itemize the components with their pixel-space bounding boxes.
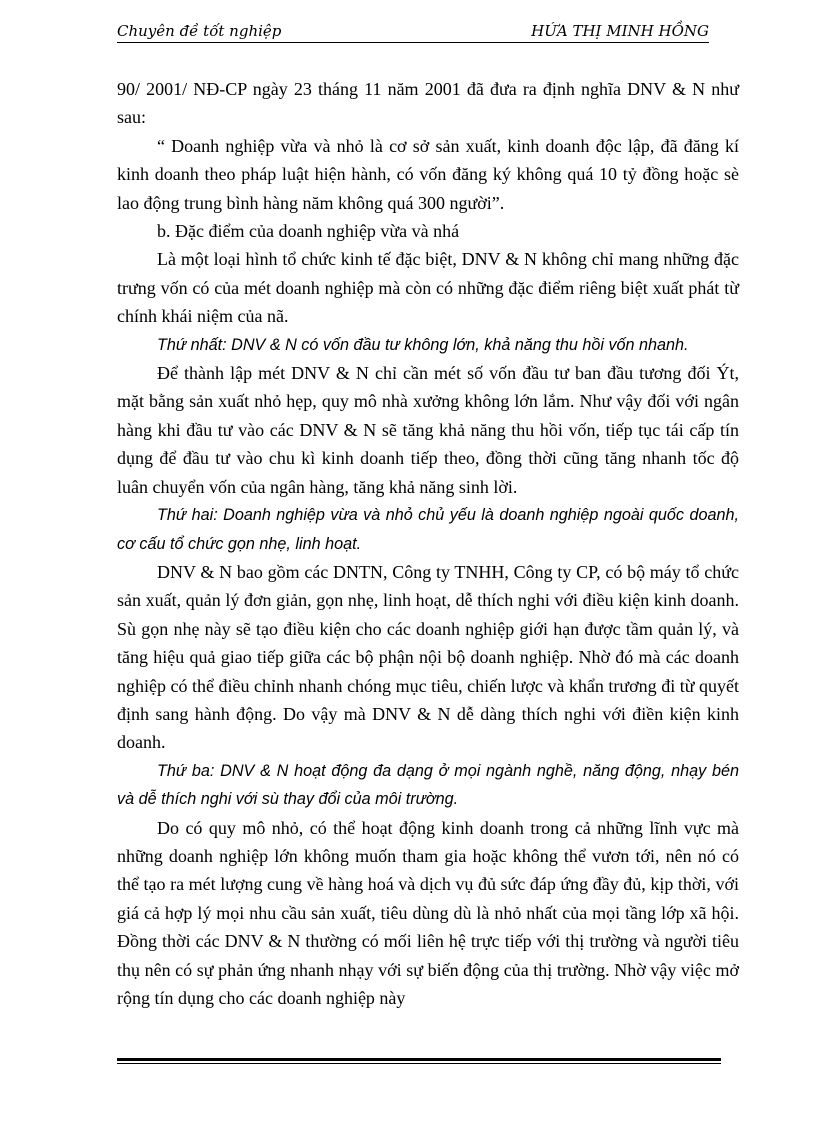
paragraph-point-2: DNV & N bao gồm các DNTN, Công ty TNHH, Công ty CP, có bộ máy tổ chức sản xuất, quản lý đơn giản, gọn nhẹ, linh hoạt, dễ thích nghi với điều kiện kinh doanh. Sù gọn nhẹ này sẽ tạo điều kiện cho các doanh nghiệp giới hạn được tầm quản lý, và tăng hiệu quả giao tiếp giữa các bộ phận nội bộ doanh nghiệp. Nhờ đó mà các doanh nghiệp có thể điều chỉnh nhanh chóng mục tiêu, chiến lược và khẩn trương đi từ quyết định sang hành động. Do vậy mà DNV & N dễ dàng thích nghi với điền kiện kinh doanh. [117, 561, 739, 753]
point-heading-1: Thứ nhất: DNV & N có vốn đầu tư không lớn, khả năng thu hồi vốn nhanh. [157, 335, 689, 354]
point-heading-3: Thứ ba: DNV & N hoạt động đa dạng ở mọi ngành nghề, năng động, nhạy bén và dễ thích nghi với sù thay đổi của môi trường. [117, 761, 739, 809]
header-document-title: Chuyên đề tốt nghiệp [117, 22, 282, 40]
point-heading-2: Thứ hai: Doanh nghiệp vừa và nhỏ chủ yếu là doanh nghiệp ngoài quốc doanh, cơ cấu tổ chức gọn nhẹ, linh hoạt. [117, 506, 739, 553]
paragraph-quote: “ Doanh nghiệp vừa và nhỏ là cơ sở sản xuất, kinh doanh độc lập, đã đăng kí kinh doanh theo pháp luật hiện hành, có vốn đăng ký không quá 10 tỷ đồng hoặc sè lao động trung bình hàng năm không quá 300 người”. [117, 135, 739, 213]
paragraph-decree-definition: 90/ 2001/ NĐ-CP ngày 23 tháng 11 năm 2001 đã đưa ra định nghĩa DNV & N như sau: [117, 79, 739, 128]
footer-divider [117, 1058, 721, 1064]
paragraph-intro: Là một loại hình tổ chức kinh tế đặc biệt, DNV & N không chỉ mang những đặc trưng vốn có của mét doanh nghiệp mà còn có những đặc điểm riêng biệt xuất phát từ chính khái niệm của nã. [117, 249, 739, 327]
document-body [117, 75, 739, 1012]
paragraph-point-3: Do có quy mô nhỏ, có thể hoạt động kinh doanh trong cả những lĩnh vực mà những doanh nghiệp lớn không muốn tham gia hoặc không thể vươn tới, nên nó có thể tạo ra mét lượng cung về hàng hoá và dịch vụ đủ sức đáp ứng đầy đủ, kịp thời, với giá cả hợp lý mọi nhu cầu sản xuất, tiêu dùng dù là nhỏ nhất của mọi tầng lớp xã hội. Đồng thời các DNV & N thường có mối liên hệ trực tiếp với thị trường và người tiêu thụ nên có sự phản ứng nhanh nhạy với sự biến động của thị trường. Nhờ vậy việc mở rộng tín dụng cho các doanh nghiệp này [117, 817, 739, 1008]
section-heading: b. Đặc điểm của doanh nghiệp vừa và nhá [157, 221, 460, 242]
header-author-name: HỨA THỊ MINH HỒNG [531, 22, 709, 40]
page-header [117, 20, 709, 43]
paragraph-point-1: Để thành lập mét DNV & N chỉ cần mét số vốn đầu tư ban đầu tương đối Ýt, mặt bằng sản xuất nhỏ hẹp, quy mô nhà xưởng không lớn lắm. Như vậy đối với ngân hàng khi đầu tư vào các DNV & N sẽ tăng khả năng thu hồi vốn, tiếp tục tái cấp tín dụng để đầu tư vào chu kì kinh doanh tiếp theo, đồng thời cũng tăng nhanh tốc độ luân chuyển vốn của ngân hàng, tăng khả năng sinh lời. [117, 363, 739, 497]
